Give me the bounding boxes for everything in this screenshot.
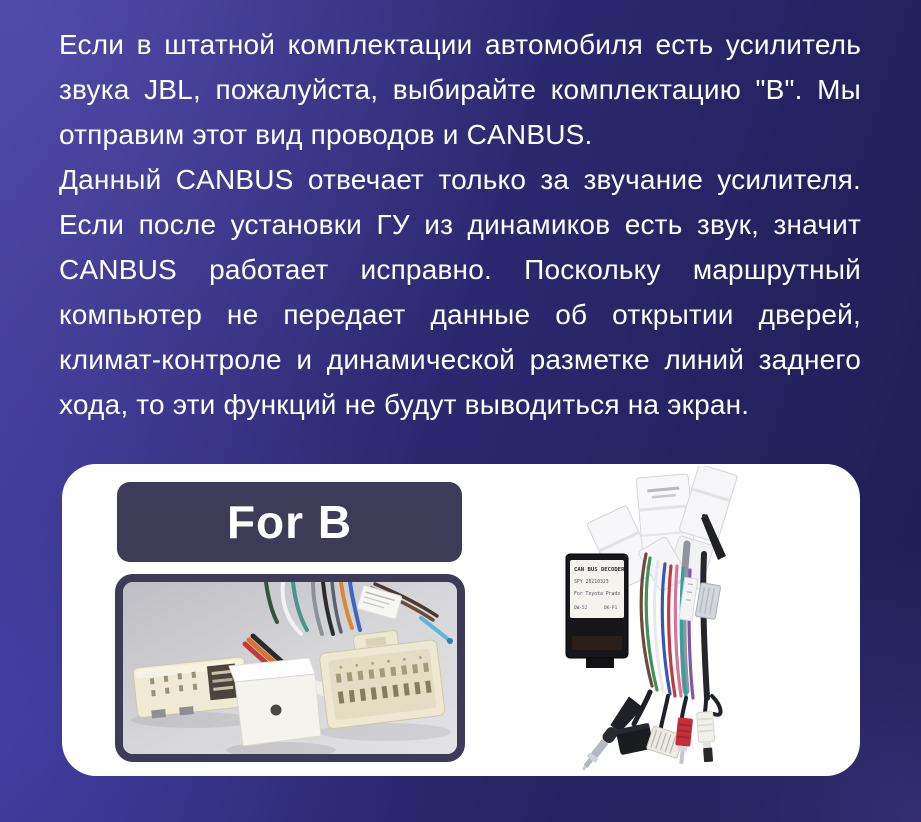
description-paragraph-1: Если в штатной комплектации автомобиля есть усилитель звука JBL, пожалуйста, выбирайте комплектацию "B". Мы отправим этот вид проводов и CANBUS. [59, 29, 861, 150]
connectors-photo-frame [115, 574, 465, 762]
description-paragraph-2: Данный CANBUS отвечает только за звучание усилителя. Если после установки ГУ из динамиков есть звук, значит CANBUS работает исправно. Поскольку маршрутный компьютер не передает данные об открытии дверей, климат-контроле и динамической разметке линий заднего хода, то эти функций не будут выводиться на экран. [59, 164, 861, 420]
decoder-label-line2: SPY 20210323 [574, 580, 609, 585]
decoder-label-title: CAN BUS DECODER [574, 567, 625, 573]
canbus-decoder-box [566, 554, 628, 668]
decoder-label-line3: For Toyota Prado [574, 592, 621, 597]
rca-plug-white [697, 711, 716, 762]
canbus-harness-illustration [500, 466, 860, 774]
connectors-photo [123, 582, 457, 754]
decoder-label-line4-right: DK-P1 [604, 606, 618, 611]
kit-variant-label: For B [226, 496, 353, 548]
kit-variant-badge [117, 482, 462, 562]
wire-tip [447, 638, 453, 644]
kit-card [62, 464, 860, 776]
canbus-harness-photo [500, 466, 860, 774]
description [59, 22, 861, 427]
connector-cube [229, 658, 327, 746]
decoder-label-line4-left: DW-52 [574, 606, 588, 611]
